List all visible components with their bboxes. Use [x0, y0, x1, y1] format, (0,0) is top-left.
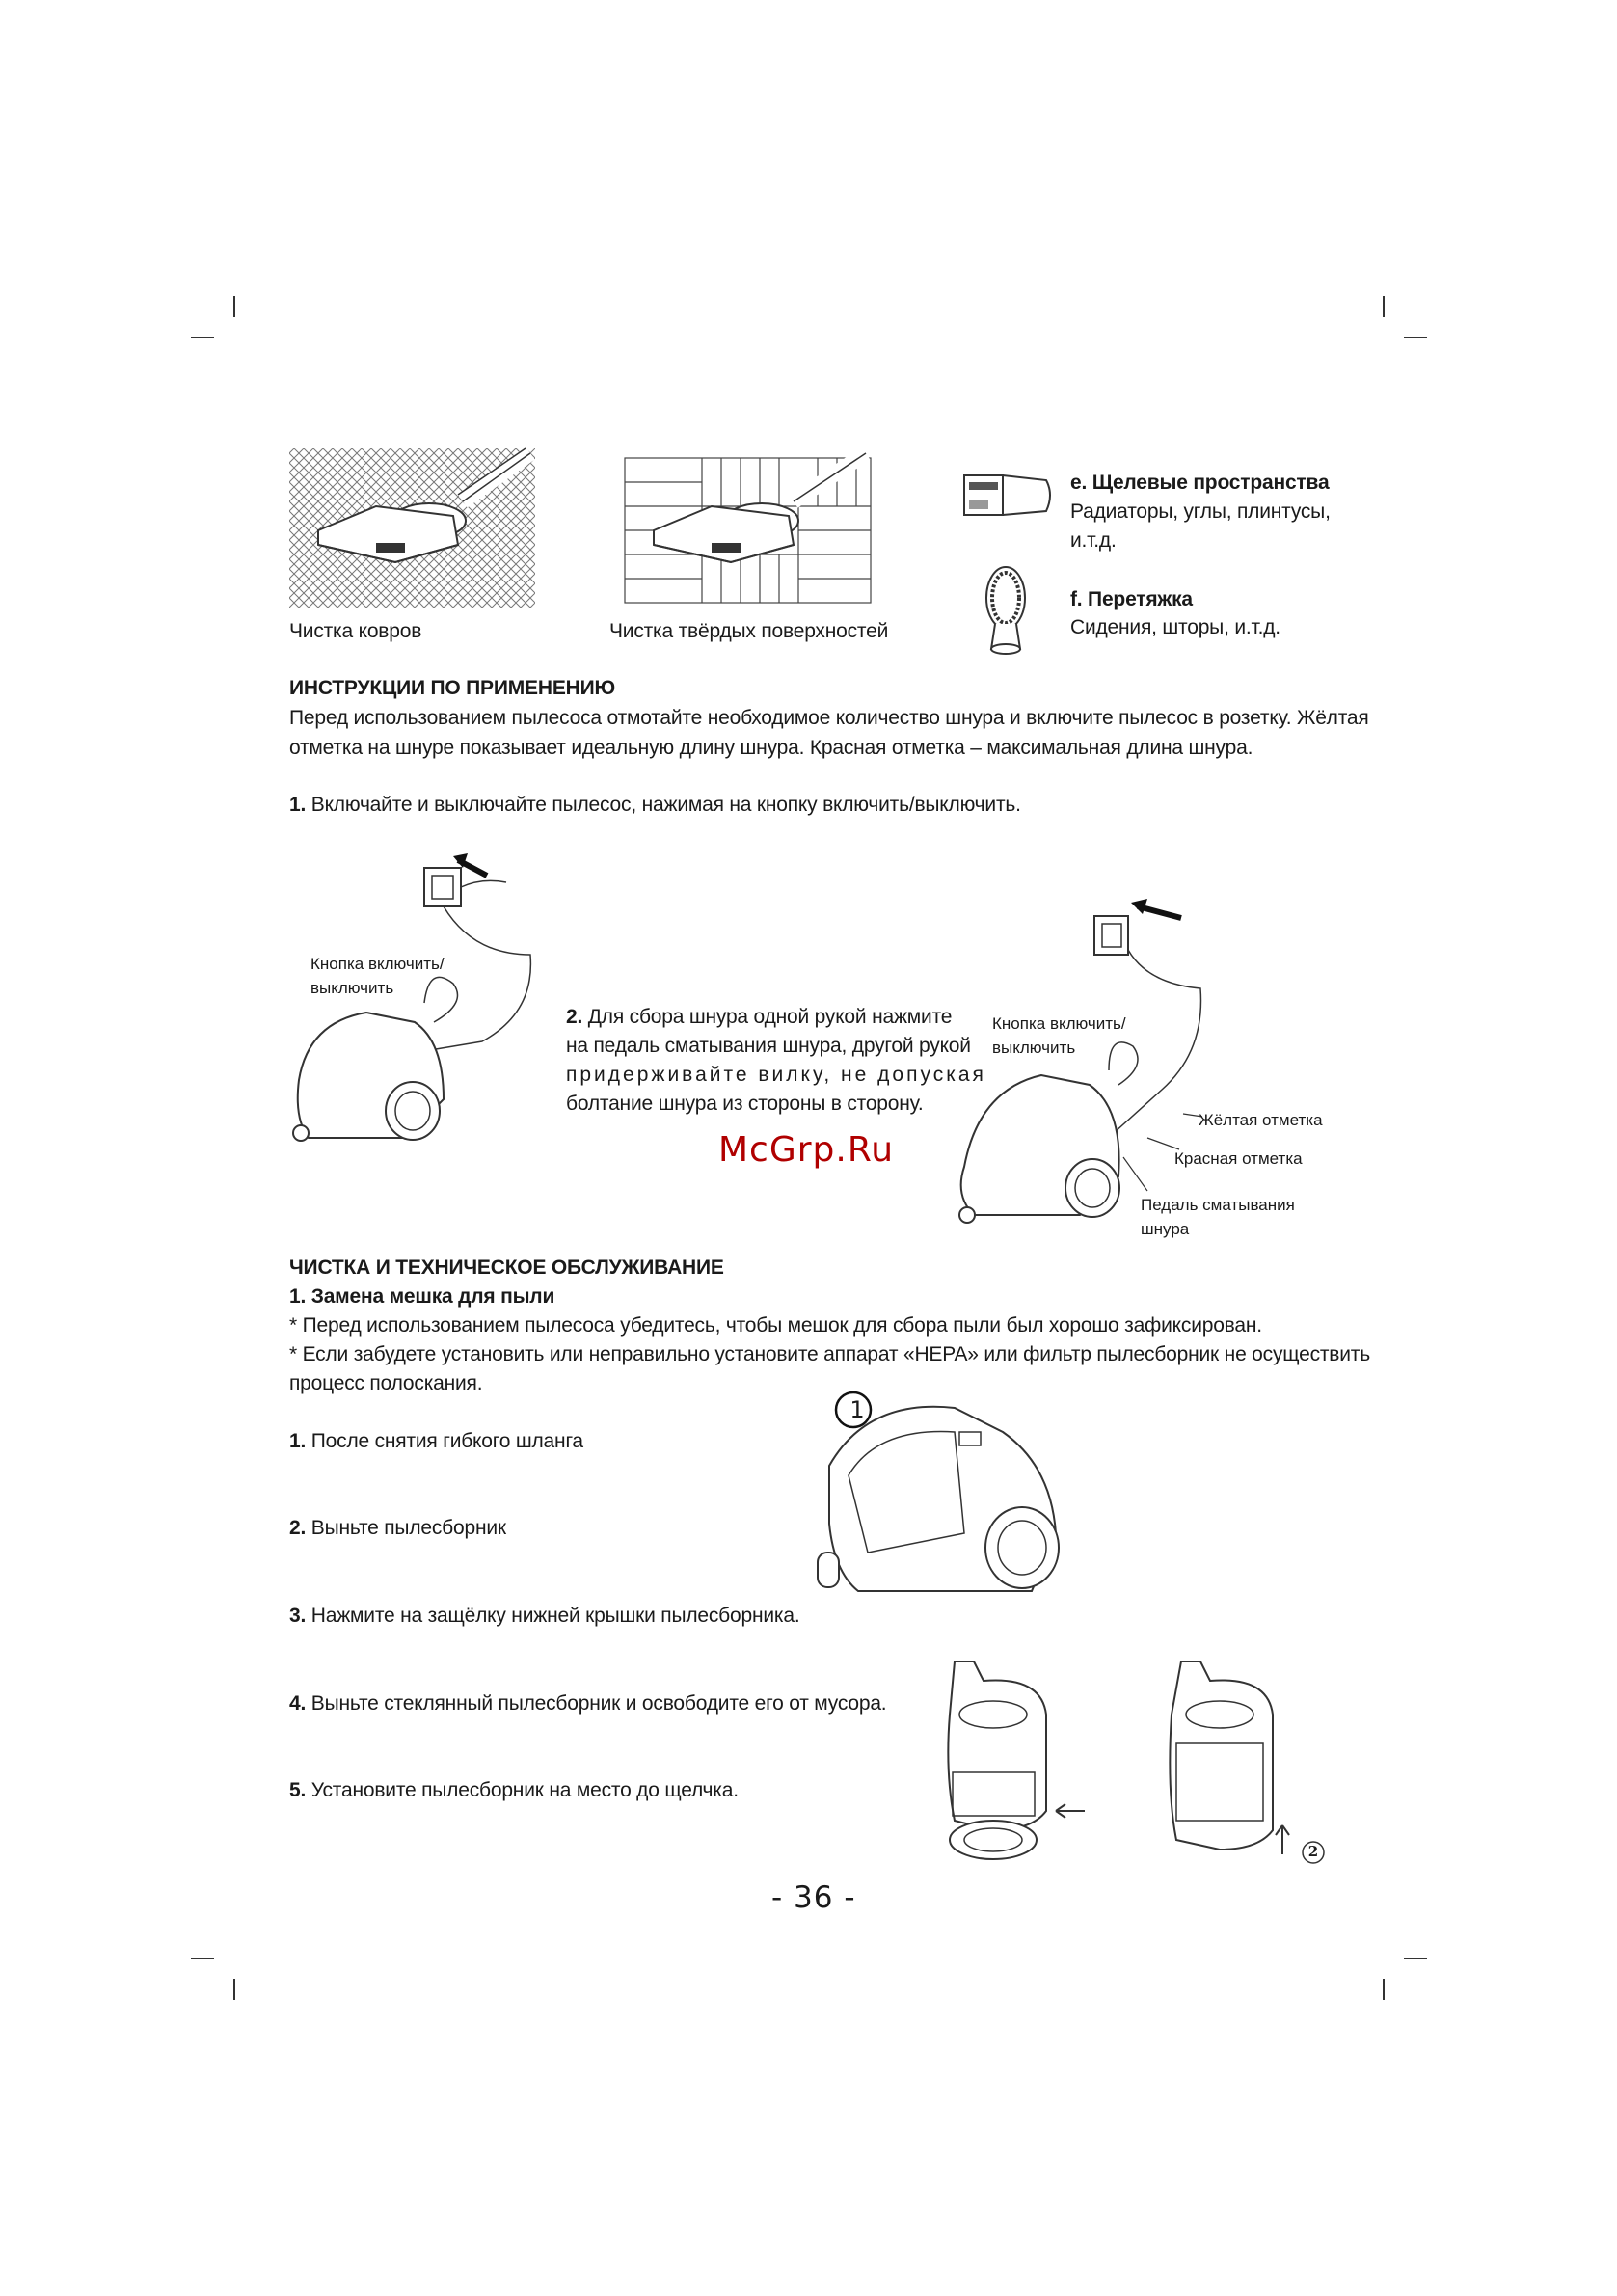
- step-text: Для сбора шнура одной рукой нажмите: [587, 1006, 953, 1028]
- crop-mark: [1404, 337, 1427, 338]
- step-number: 2.: [566, 1006, 583, 1028]
- crop-mark: [233, 1979, 235, 2000]
- maintenance-step: [289, 1689, 886, 1718]
- step-text: Выньте пылесборник: [310, 1517, 506, 1539]
- dust-container-open-illustration: [926, 1657, 1099, 1874]
- yellow-mark-label: Жёлтая отметка: [1199, 1111, 1323, 1129]
- watermark: McGrp.Ru: [718, 1130, 895, 1170]
- step-1: [289, 791, 1021, 820]
- dust-container-closed-illustration: [1152, 1657, 1326, 1874]
- hard-floor-caption: Чистка твёрдых поверхностей: [609, 620, 889, 642]
- crop-mark: [1404, 1958, 1427, 1959]
- carpet-cleaning-illustration: [289, 448, 535, 608]
- crop-mark: [191, 1958, 214, 1959]
- instructions-heading: ИНСТРУКЦИИ ПО ПРИМЕНЕНИЮ: [289, 677, 615, 699]
- step-2-text: болтание шнура из стороны в сторону.: [566, 1093, 924, 1115]
- cord-pedal-label: шнура: [1141, 1220, 1190, 1238]
- step-text: Нажмите на защёлку нижней крышки пылесборника.: [310, 1605, 800, 1627]
- instructions-paragraph: отметка на шнуре показывает идеальную длину шнура. Красная отметка – максимальная длина шнура.: [289, 737, 1253, 759]
- callout-1: 1: [849, 1396, 865, 1423]
- crop-mark: [1383, 1979, 1385, 2000]
- maintenance-step: [289, 1514, 506, 1543]
- step-number: 1.: [289, 1430, 307, 1452]
- power-button-label-left: выключить: [310, 979, 394, 997]
- upholstery-tool-title: f. Перетяжка: [1070, 588, 1193, 610]
- step-number: 5.: [289, 1779, 307, 1801]
- maintenance-step: [289, 1602, 799, 1631]
- step-2-text: на педаль сматывания шнура, другой рукой: [566, 1035, 971, 1057]
- step-text: Выньте стеклянный пылесборник и освободите его от мусора.: [310, 1692, 887, 1715]
- carpet-caption: Чистка ковров: [289, 620, 422, 642]
- crevice-tool-text: Радиаторы, углы, плинтусы,: [1070, 500, 1331, 523]
- red-mark-label: Красная отметка: [1174, 1149, 1303, 1168]
- maintenance-step: [289, 1427, 583, 1456]
- maintenance-note: * Перед использованием пылесоса убедитесь, чтобы мешок для сбора пыли был хорошо зафиксирован.: [289, 1314, 1262, 1337]
- power-button-label-right: Кнопка включить/: [992, 1014, 1126, 1033]
- step-2: [566, 1003, 952, 1032]
- step-text: После снятия гибкого шланга: [310, 1430, 583, 1452]
- step-number: 4.: [289, 1692, 307, 1715]
- instructions-paragraph: Перед использованием пылесоса отмотайте необходимое количество шнура и включите пылесос в розетку. Жёлтая: [289, 707, 1369, 729]
- maintenance-note: * Если забудете установить или неправильно установите аппарат «HEPA» или фильтр пылесборник не осуществить: [289, 1343, 1370, 1365]
- power-button-illustration-left: [289, 849, 540, 1157]
- step-number: 1.: [289, 794, 307, 816]
- step-text: Установите пылесборник на место до щелчка.: [310, 1779, 739, 1801]
- step-text: Включайте и выключайте пылесос, нажимая на кнопку включить/выключить.: [310, 794, 1021, 816]
- maintenance-subheading: 1. Замена мешка для пыли: [289, 1285, 555, 1308]
- upholstery-tool-text: Сидения, шторы, и.т.д.: [1070, 616, 1280, 638]
- maintenance-step: [289, 1776, 739, 1805]
- upholstery-tool-icon: [974, 564, 1041, 656]
- hard-floor-cleaning-illustration: [625, 448, 871, 608]
- cord-rewind-illustration: [950, 897, 1229, 1234]
- cord-pedal-label: Педаль сматывания: [1141, 1196, 1295, 1214]
- crop-mark: [191, 337, 214, 338]
- crevice-tool-text: и.т.д.: [1070, 529, 1117, 552]
- crop-mark: [1383, 296, 1385, 317]
- maintenance-heading: ЧИСТКА И ТЕХНИЧЕСКОЕ ОБСЛУЖИВАНИЕ: [289, 1256, 724, 1279]
- callout-2: 2: [1307, 1843, 1319, 1860]
- step-number: 3.: [289, 1605, 307, 1627]
- step-number: 2.: [289, 1517, 307, 1539]
- crevice-tool-icon: [959, 471, 1056, 521]
- crop-mark: [233, 296, 235, 317]
- power-button-label-left: Кнопка включить/: [310, 955, 445, 973]
- power-button-label-right: выключить: [992, 1039, 1076, 1057]
- page-number: - 36 -: [771, 1880, 856, 1915]
- step-2-text: придерживайте вилку, не допуская: [566, 1064, 986, 1086]
- crevice-tool-title: e. Щелевые пространства: [1070, 472, 1330, 494]
- maintenance-note: процесс полоскания.: [289, 1372, 483, 1394]
